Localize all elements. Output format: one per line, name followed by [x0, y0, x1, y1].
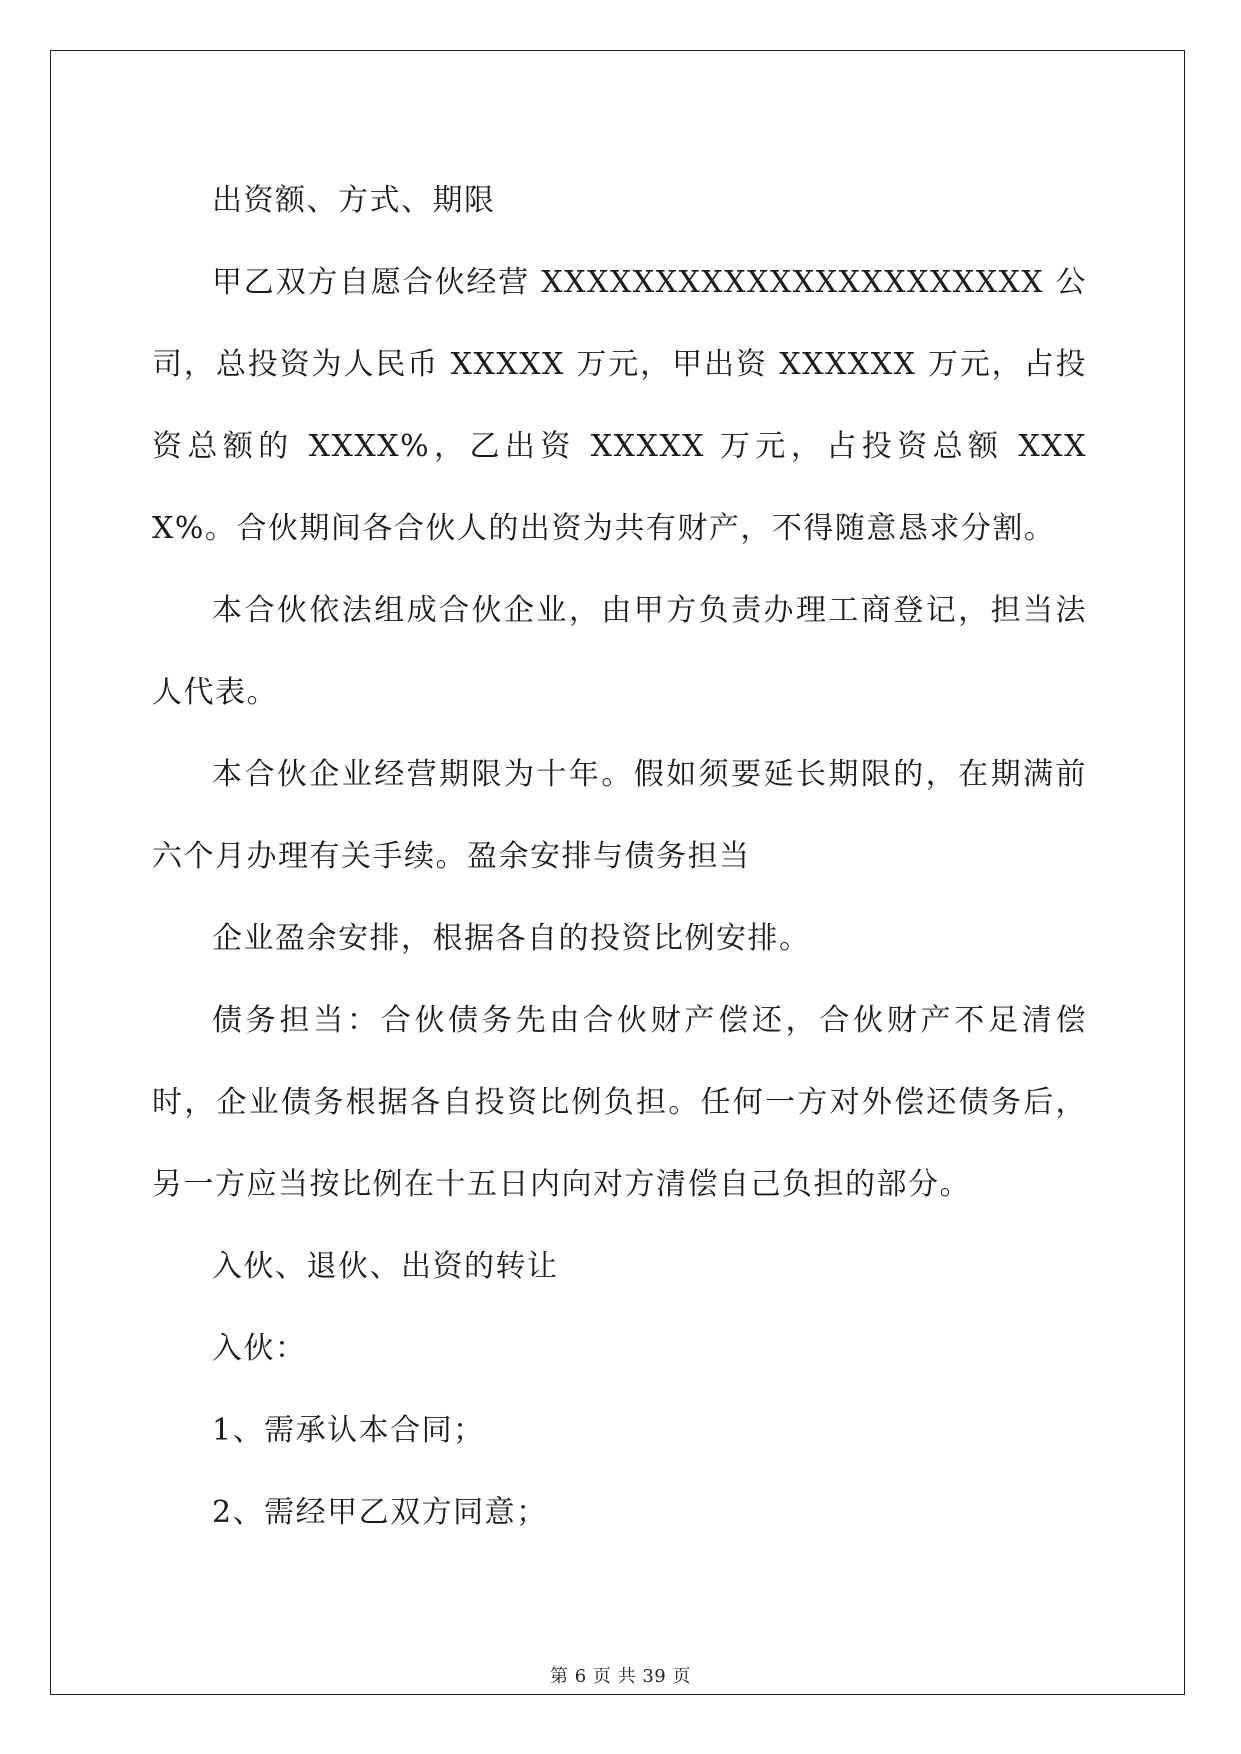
page-number: 第 6 页 共 39 页 [550, 1666, 691, 1687]
paragraph-investment: 甲乙双方自愿合伙经营 XXXXXXXXXXXXXXXXXXXXXX 公司，总投资为人民币 XXXXX 万元，甲出资 XXXXXX 万元，占投资总额的 XXXX%，乙出资 XXXXX 万元，占投资总额 XXXX%。合伙期间各合伙人的出资为共有财产，不得随意恳求分割。 [152, 265, 1087, 546]
paragraph-join: 入伙： [212, 1331, 307, 1366]
document-body [152, 160, 1087, 1554]
paragraph-debt: 债务担当：合伙债务先由合伙财产偿还，合伙财产不足清偿时，企业债务根据各自投资比例负担。任何一方对外偿还债务后，另一方应当按比例在十五日内向对方清偿自己负担的部分。 [152, 1003, 1087, 1202]
paragraph-term: 本合伙企业经营期限为十年。假如须要延长期限的，在期满前六个月办理有关手续。盈余安排与债务担当 [152, 757, 1087, 874]
paragraph-heading-transfer: 入伙、退伙、出资的转让 [212, 1249, 559, 1284]
paragraph-profit: 企业盈余安排，根据各自的投资比例安排。 [212, 921, 811, 956]
paragraph-registration: 本合伙依法组成合伙企业，由甲方负责办理工商登记，担当法人代表。 [152, 593, 1087, 710]
paragraph-heading-capital: 出资额、方式、期限 [212, 183, 496, 218]
list-item-2: 2、需经甲乙双方同意； [212, 1495, 548, 1530]
list-item-1: 1、需承认本合同； [212, 1413, 485, 1448]
